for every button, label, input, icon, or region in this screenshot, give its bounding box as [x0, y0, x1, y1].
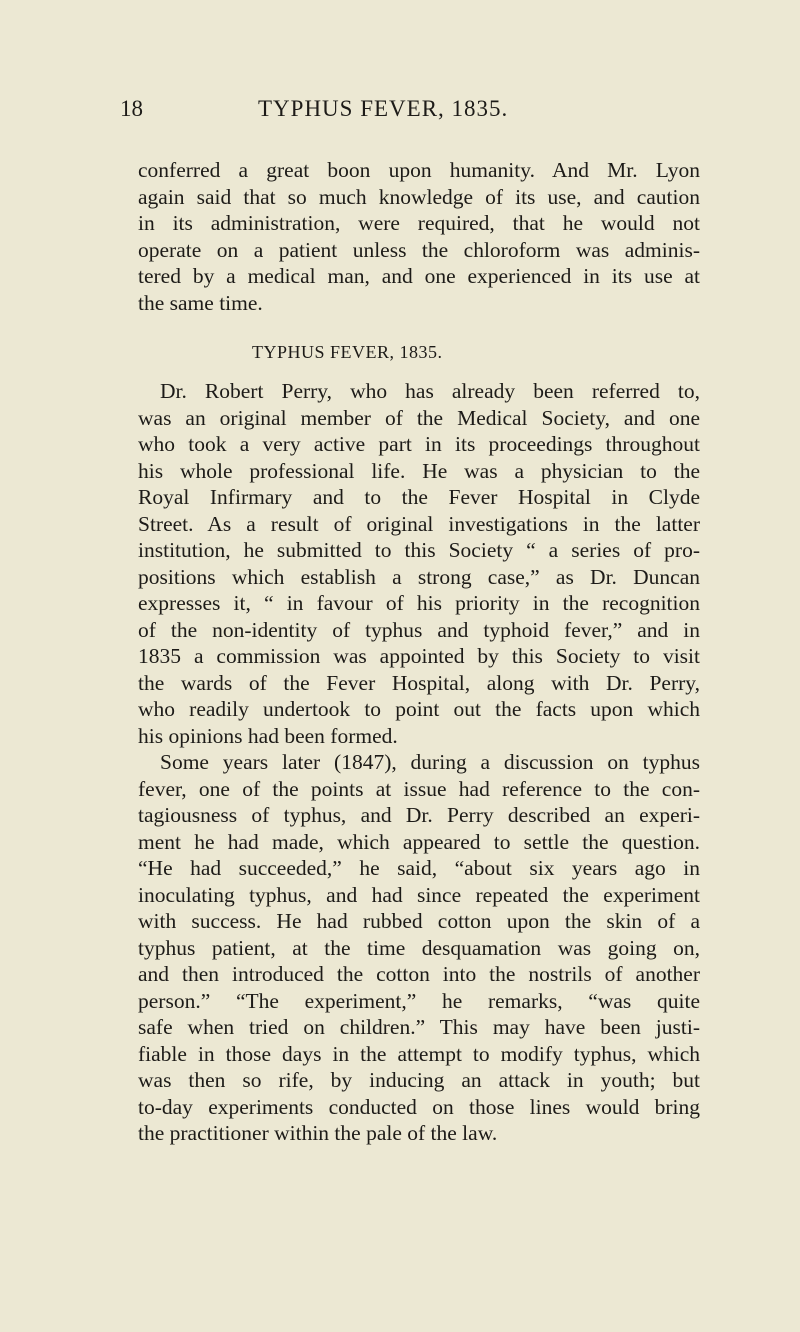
text-line: Street. As a result of original investigations in the latter	[138, 511, 700, 536]
text-line: safe when tried on children.” This may have been justi-	[138, 1015, 700, 1039]
text-line: who readily undertook to point out the facts upon which	[138, 697, 700, 721]
text-line: his opinions had been formed.	[138, 723, 398, 748]
page-number: 18	[120, 96, 143, 121]
running-title: TYPHUS FEVER, 1835.	[258, 96, 509, 121]
section-heading: TYPHUS FEVER, 1835.	[252, 342, 443, 362]
text-line: conferred a great boon upon humanity. And Mr. Lyon	[138, 158, 700, 182]
text-line: operate on a patient unless the chloroform was adminis-	[138, 237, 700, 262]
text-line: who took a very active part in its proceedings throughout	[138, 432, 700, 456]
text-line: positions which establish a strong case,” as Dr. Duncan	[138, 564, 700, 589]
text-line: was then so rife, by inducing an attack in youth; but	[138, 1068, 700, 1092]
text-line: the wards of the Fever Hospital, along with Dr. Perry,	[138, 670, 700, 695]
text-line: and then introduced the cotton into the nostrils of another	[138, 962, 700, 986]
text-line: ment he had made, which appeared to settle the question.	[138, 829, 700, 854]
running-head	[118, 96, 678, 124]
text-line: expresses it, “ in favour of his priority in the recognition	[138, 591, 700, 615]
text-line: the same time.	[138, 290, 263, 315]
text-line: in its administration, were required, that he would not	[138, 211, 700, 235]
text-line: Dr. Robert Perry, who has already been referred to,	[160, 379, 700, 403]
text-line: 1835 a commission was appointed by this Society to visit	[138, 644, 700, 668]
text-line: fever, one of the points at issue had reference to the con-	[138, 776, 700, 801]
text-line: with success. He had rubbed cotton upon the skin of a	[138, 909, 700, 933]
text-line: inoculating typhus, and had since repeated the experiment	[138, 882, 700, 907]
text-line: person.” “The experiment,” he remarks, “was quite	[138, 988, 700, 1013]
text-line: again said that so much knowledge of its use, and caution	[138, 184, 700, 209]
text-line: Royal Infirmary and to the Fever Hospital in Clyde	[138, 485, 700, 509]
text-line: “He had succeeded,” he said, “about six years ago in	[138, 856, 700, 880]
text-line: of the non-identity of typhus and typhoid fever,” and in	[138, 617, 700, 642]
text-line: tagiousness of typhus, and Dr. Perry described an experi-	[138, 803, 700, 827]
text-line: institution, he submitted to this Society “ a series of pro-	[138, 538, 700, 562]
text-line: was an original member of the Medical Society, and one	[138, 405, 700, 430]
text-line: typhus patient, at the time desquamation was going on,	[138, 935, 700, 960]
text-line: his whole professional life. He was a physician to the	[138, 458, 700, 483]
text-line: the practitioner within the pale of the law.	[138, 1121, 498, 1145]
text-line: tered by a medical man, and one experienced in its use at	[138, 264, 700, 288]
paragraph-continuation	[138, 157, 700, 316]
section-body	[138, 378, 700, 1147]
text-line: fiable in those days in the attempt to modify typhus, which	[138, 1041, 700, 1066]
text-line: to-day experiments conducted on those lines would bring	[138, 1094, 700, 1119]
text-line: Some years later (1847), during a discussion on typhus	[160, 750, 700, 774]
